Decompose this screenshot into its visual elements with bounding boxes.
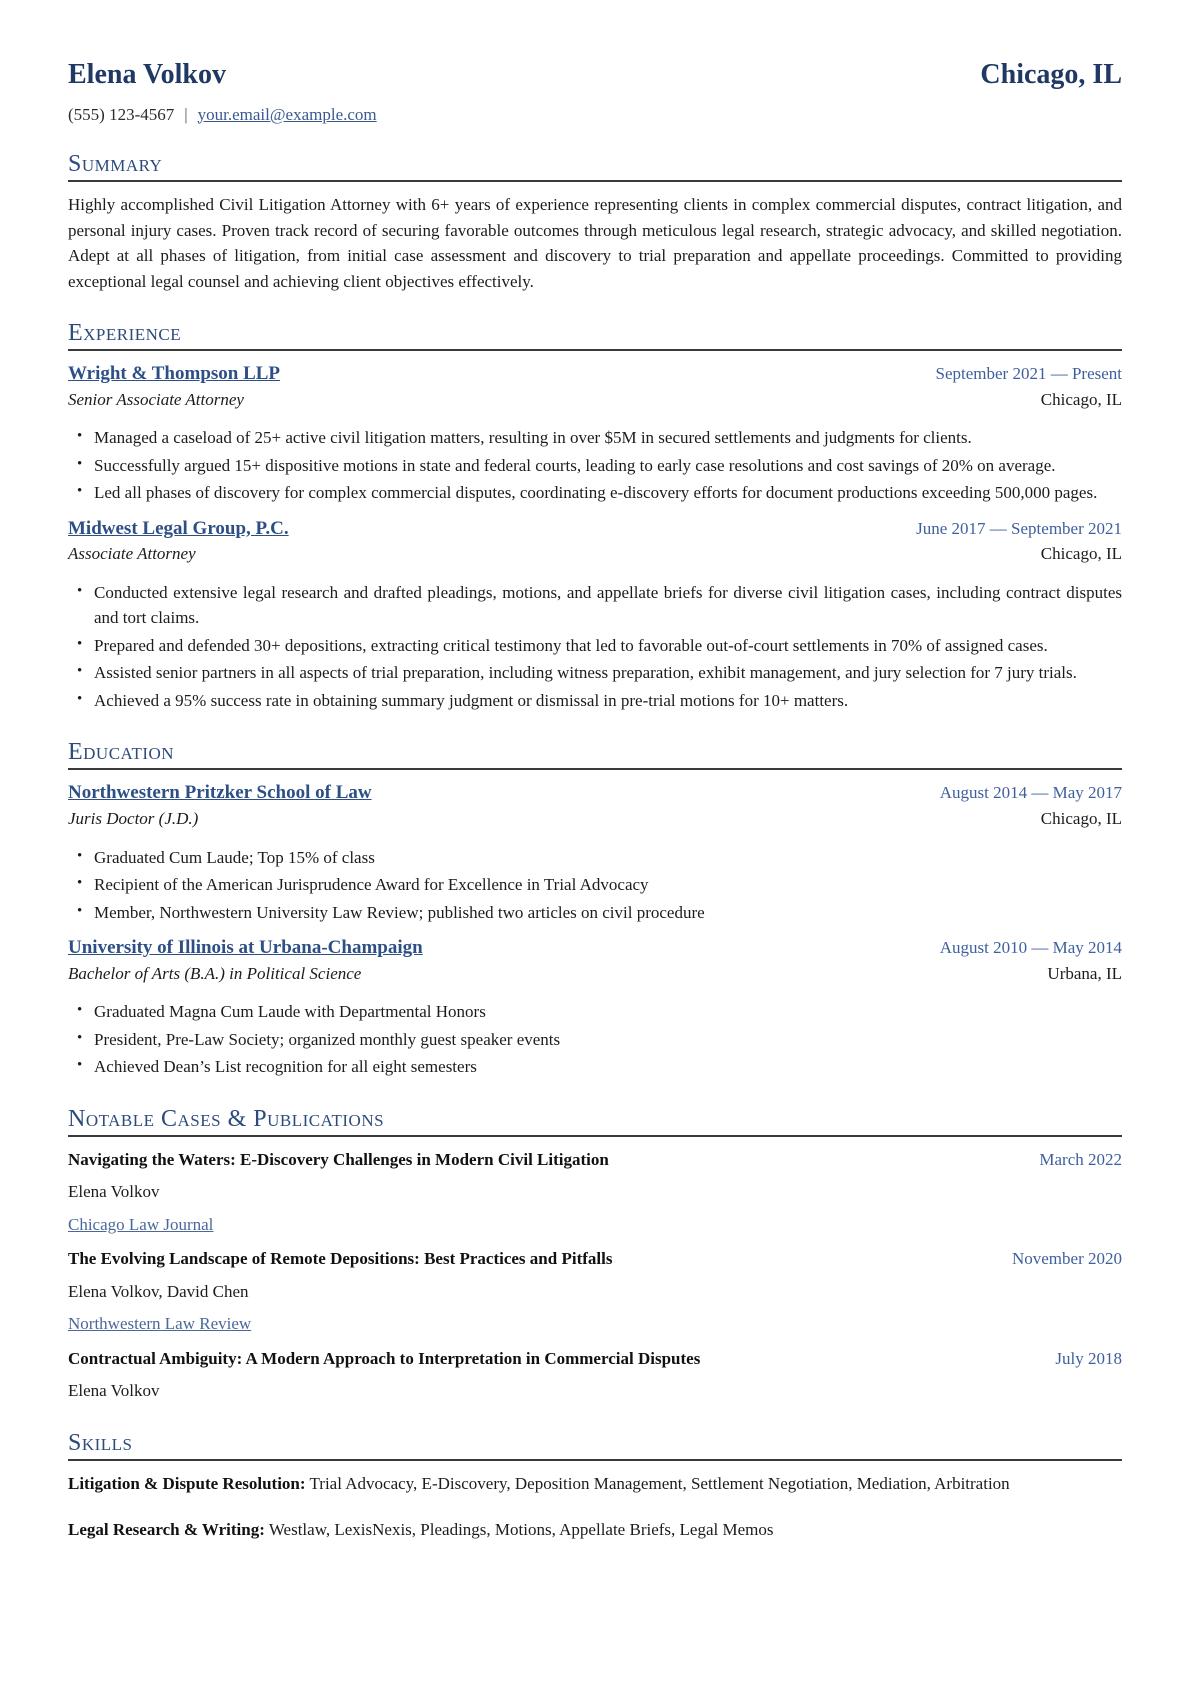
education-entry <box>68 780 1122 925</box>
company-link[interactable]: Midwest Legal Group, P.C. <box>68 517 289 539</box>
experience-bullet: • Achieved a 95% success rate in obtaining summary judgment or dismissal in pre-trial motions for 10+ matters. <box>94 688 1122 714</box>
publication-authors: Elena Volkov, David Chen <box>68 1281 249 1301</box>
school-link[interactable]: University of Illinois at Urbana-Champaign <box>68 937 423 959</box>
publication-entry <box>68 1346 1122 1404</box>
publication-entry <box>68 1147 1122 1238</box>
experience-bullet-list <box>68 425 1122 506</box>
skill-group <box>68 1471 1122 1497</box>
experience-bullet-list <box>68 580 1122 714</box>
education-bullet: • President, Pre-Law Society; organized monthly guest speaker events <box>94 1027 1122 1053</box>
education-dates: August 2014 — May 2017 <box>939 783 1122 803</box>
section-experience <box>68 318 1122 713</box>
resume-header <box>68 58 1122 127</box>
experience-entry-subheader <box>68 541 1122 567</box>
experience-bullet: • Managed a caseload of 25+ active civil litigation matters, resulting in over $5M in secured settlements and judgments for clients. <box>94 425 1122 451</box>
email-link[interactable]: your.email@example.com <box>197 104 377 124</box>
experience-entry-subheader <box>68 387 1122 413</box>
publication-authors: Elena Volkov <box>68 1381 160 1401</box>
education-bullet: • Recipient of the American Jurisprudence Award for Excellence in Trial Advocacy <box>94 872 1122 898</box>
skill-group-items: Westlaw, LexisNexis, Pleadings, Motions, Appellate Briefs, Legal Memos <box>268 1520 774 1540</box>
education-entry-subheader <box>68 961 1122 987</box>
education-bullet-list <box>68 999 1122 1080</box>
publication-title: Navigating the Waters: E-Discovery Challenges in Modern Civil Litigation <box>68 1149 609 1169</box>
education-bullet-list <box>68 845 1122 926</box>
education-heading: Education <box>68 737 1122 770</box>
education-bullet: • Achieved Dean’s List recognition for all eight semesters <box>94 1054 1122 1080</box>
experience-bullet: • Prepared and defended 30+ depositions, extracting critical testimony that led to favorable out-of-court settlements in 70% of assigned cases. <box>94 633 1122 659</box>
section-skills <box>68 1428 1122 1543</box>
education-entry-header <box>68 780 1122 806</box>
header-top-row <box>68 58 1122 92</box>
skill-group <box>68 1517 1122 1543</box>
education-entry-header <box>68 935 1122 961</box>
job-location: Chicago, IL <box>1040 544 1122 564</box>
degree: Juris Doctor (J.D.) <box>68 809 199 829</box>
contact-line <box>68 102 1122 128</box>
school-location: Urbana, IL <box>1047 963 1122 983</box>
employment-dates: June 2017 — September 2021 <box>916 518 1122 538</box>
person-location: Chicago, IL <box>980 59 1122 90</box>
summary-text: Highly accomplished Civil Litigation Attorney with 6+ years of experience representing clients in complex commercial disputes, contract litigation, and personal injury cases. Proven track record of securing favorable outcomes through meticulous legal research, strategic advocacy, and skilled negotiation. Adept at all phases of litigation, from initial case assessment and discovery to trial preparation and appellate proceedings. Committed to providing exceptional legal counsel and achieving client objectives effectively. <box>68 195 1122 291</box>
education-bullet: • Graduated Magna Cum Laude with Departmental Honors <box>94 999 1122 1025</box>
experience-bullet: • Assisted senior partners in all aspects of trial preparation, including witness preparation, exhibit management, and jury selection for 7 jury trials. <box>94 660 1122 686</box>
summary-heading: Summary <box>68 149 1122 182</box>
publications-heading: Notable Cases & Publications <box>68 1104 1122 1137</box>
publication-authors: Elena Volkov <box>68 1182 160 1202</box>
degree: Bachelor of Arts (B.A.) in Political Science <box>68 963 362 983</box>
publication-title-row <box>68 1346 1122 1372</box>
school-location: Chicago, IL <box>1040 809 1122 829</box>
education-entry <box>68 935 1122 1080</box>
employment-dates: September 2021 — Present <box>935 364 1122 384</box>
skill-group-items: Trial Advocacy, E-Discovery, Deposition Management, Settlement Negotiation, Mediation, Arbitration <box>309 1473 1010 1493</box>
publication-entry <box>68 1246 1122 1337</box>
job-title: Senior Associate Attorney <box>68 389 244 409</box>
experience-entry <box>68 516 1122 714</box>
company-link[interactable]: Wright & Thompson LLP <box>68 363 281 385</box>
section-publications <box>68 1104 1122 1404</box>
phone-number: (555) 123-4567 <box>68 104 175 124</box>
contact-separator: | <box>184 104 188 124</box>
job-location: Chicago, IL <box>1040 389 1122 409</box>
publication-date: July 2018 <box>1055 1348 1122 1368</box>
publication-title-row <box>68 1246 1122 1272</box>
skill-group-label: Legal Research & Writing: <box>68 1520 265 1540</box>
publication-title: Contractual Ambiguity: A Modern Approach to Interpretation in Commercial Disputes <box>68 1348 701 1368</box>
education-entry-subheader <box>68 806 1122 832</box>
experience-heading: Experience <box>68 318 1122 351</box>
section-summary <box>68 149 1122 294</box>
education-bullet: • Member, Northwestern University Law Review; published two articles on civil procedure <box>94 900 1122 926</box>
publication-date: November 2020 <box>1011 1249 1122 1269</box>
publication-title: The Evolving Landscape of Remote Depositions: Best Practices and Pitfalls <box>68 1249 613 1269</box>
journal-link[interactable]: Northwestern Law Review <box>68 1314 252 1334</box>
person-name: Elena Volkov <box>68 59 226 90</box>
publication-date: March 2022 <box>1039 1149 1122 1169</box>
job-title: Associate Attorney <box>68 544 196 564</box>
publication-title-row <box>68 1147 1122 1173</box>
skills-heading: Skills <box>68 1428 1122 1461</box>
experience-bullet: • Successfully argued 15+ dispositive motions in state and federal courts, leading to early case resolutions and cost savings of 20% on average. <box>94 453 1122 479</box>
education-dates: August 2010 — May 2014 <box>939 938 1122 958</box>
education-bullet: • Graduated Cum Laude; Top 15% of class <box>94 845 1122 871</box>
section-education <box>68 737 1122 1079</box>
school-link[interactable]: Northwestern Pritzker School of Law <box>68 782 372 804</box>
experience-entry-header <box>68 516 1122 542</box>
experience-bullet: • Conducted extensive legal research and drafted pleadings, motions, and appellate briefs for diverse civil litigation cases, including contract disputes and tort claims. <box>94 580 1122 631</box>
experience-entry-header <box>68 361 1122 387</box>
skill-group-label: Litigation & Dispute Resolution: <box>68 1473 306 1493</box>
experience-entry <box>68 361 1122 506</box>
journal-link[interactable]: Chicago Law Journal <box>68 1214 214 1234</box>
experience-bullet: • Led all phases of discovery for complex commercial disputes, coordinating e-discovery efforts for document productions exceeding 500,000 pages. <box>94 480 1122 506</box>
